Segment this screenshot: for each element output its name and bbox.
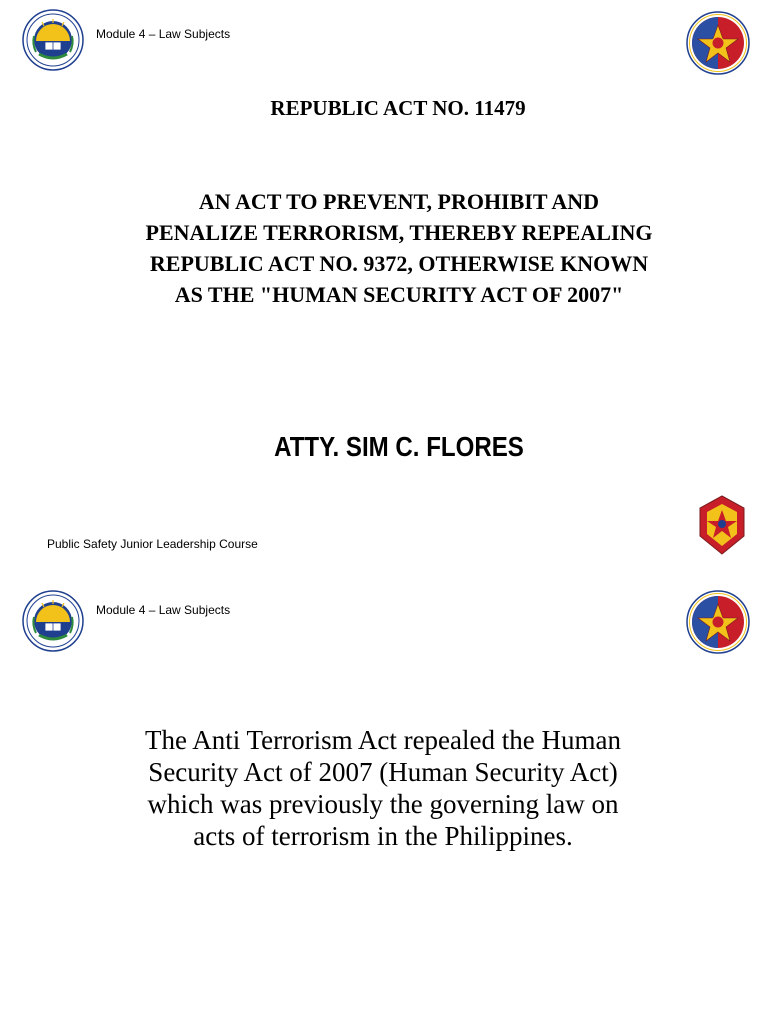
academy-seal-icon xyxy=(22,590,84,652)
body-paragraph: The Anti Terrorism Act repealed the Human Security Act of 2007 (Human Security Act) which was previously the governing law on acts of terrorism in the Philippines. xyxy=(145,725,621,851)
academy-seal-icon xyxy=(22,9,84,71)
police-training-seal-icon xyxy=(686,11,750,75)
police-emblem-icon xyxy=(696,494,748,556)
content-slide xyxy=(0,574,768,1024)
act-title: AN ACT TO PREVENT, PROHIBIT AND PENALIZE TERRORISM, THEREBY REPEALING REPUBLIC ACT NO. 9372, OTHERWISE KNOWN AS THE "HUMAN SECURITY ACT OF 2007" xyxy=(145,189,653,307)
course-name: Public Safety Junior Leadership Course xyxy=(47,537,258,551)
module-label: Module 4 – Law Subjects xyxy=(96,27,231,41)
module-label: Module 4 – Law Subjects xyxy=(96,603,231,617)
police-training-seal-icon xyxy=(686,590,750,654)
author-name: ATTY. SIM C. FLORES xyxy=(274,431,524,462)
republic-act-number: REPUBLIC ACT NO. 11479 xyxy=(270,96,526,120)
